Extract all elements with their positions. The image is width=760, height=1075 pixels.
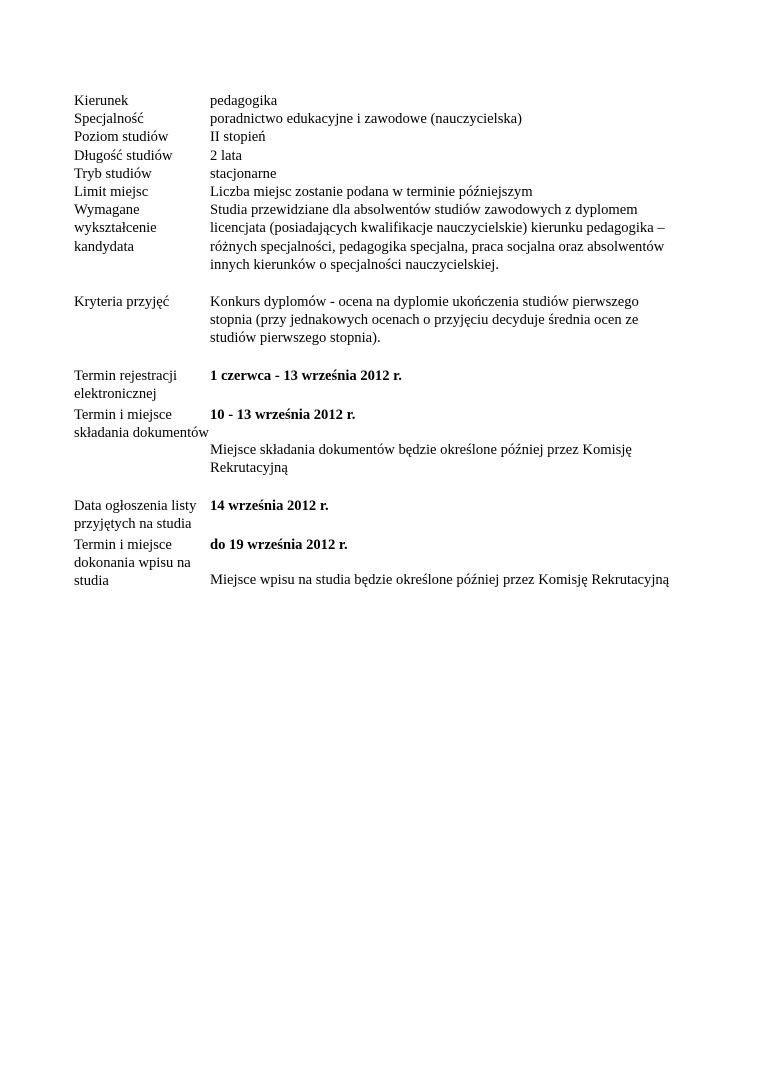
wpis-date: do 19 września 2012 r. (210, 537, 348, 554)
row-kryteria (74, 293, 684, 348)
row-poziom (74, 128, 684, 146)
row-ogloszenie (74, 497, 684, 533)
value-specjalnosc: poradnictwo edukacyjne i zawodowe (nauczycielska) (210, 111, 523, 128)
value-poziom: II stopień (210, 129, 266, 146)
label-dokumenty: Termin i miejsce składania dokumentów (74, 407, 209, 442)
row-rejestracja (74, 367, 684, 403)
row-limit (74, 183, 684, 201)
value-limit: Liczba miejsc zostanie podana w terminie późniejszym (210, 184, 533, 201)
value-tryb: stacjonarne (210, 165, 277, 182)
label-tryb: Tryb studiów (74, 165, 152, 182)
row-kierunek (74, 92, 684, 110)
row-wpis (74, 536, 684, 591)
value-kryteria: Konkurs dyplomów - ocena na dyplomie ukończenia studiów pierwszego stopnia (przy jednakowych ocenach o przyjęciu decyduje średnia ocen ze studiów pierwszego stopnia). (210, 294, 639, 347)
label-kryteria: Kryteria przyjęć (74, 294, 170, 311)
label-poziom: Poziom studiów (74, 129, 169, 146)
value-rejestracja: 1 czerwca - 13 września 2012 r. (210, 367, 402, 384)
wpis-place: Miejsce wpisu na studia będzie określone później przez Komisję Rekrutacyjną (210, 572, 670, 589)
admission-info-table (74, 92, 684, 591)
label-specjalnosc: Specjalność (74, 111, 144, 128)
label-kierunek: Kierunek (74, 93, 129, 109)
value-wpis (210, 536, 684, 589)
row-dlugosc (74, 147, 684, 165)
value-dlugosc: 2 lata (210, 147, 243, 164)
label-wpis: Termin i miejsce dokonania wpisu na studia (74, 537, 191, 590)
row-wyksztalcenie (74, 201, 684, 274)
dokumenty-date: 10 - 13 września 2012 r. (210, 407, 356, 424)
label-limit: Limit miejsc (74, 184, 149, 201)
label-dlugosc: Długość studiów (74, 147, 173, 164)
label-ogloszenie: Data ogłoszenia listy przyjętych na studia (74, 497, 197, 532)
value-ogloszenie: 14 września 2012 r. (210, 497, 329, 514)
row-specjalnosc (74, 110, 684, 128)
label-wyksztalcenie: Wymagane wykształcenie kandydata (74, 202, 157, 255)
row-dokumenty (74, 406, 684, 478)
dokumenty-place: Miejsce składania dokumentów będzie określone później przez Komisję Rekrutacyjną (210, 442, 632, 477)
label-rejestracja: Termin rejestracji elektronicznej (74, 367, 178, 402)
value-kierunek: pedagogika (210, 93, 278, 109)
row-tryb (74, 165, 684, 183)
value-wyksztalcenie: Studia przewidziane dla absolwentów studiów zawodowych z dyplomem licencjata (posiadających kwalifikacje nauczycielskie) kierunku pedagogika – różnych specjalności, pedagogika specjalna, praca socjalna oraz absolwentów innych kierunków o specjalności nauczycielskiej. (210, 202, 665, 273)
value-dokumenty (210, 406, 684, 478)
